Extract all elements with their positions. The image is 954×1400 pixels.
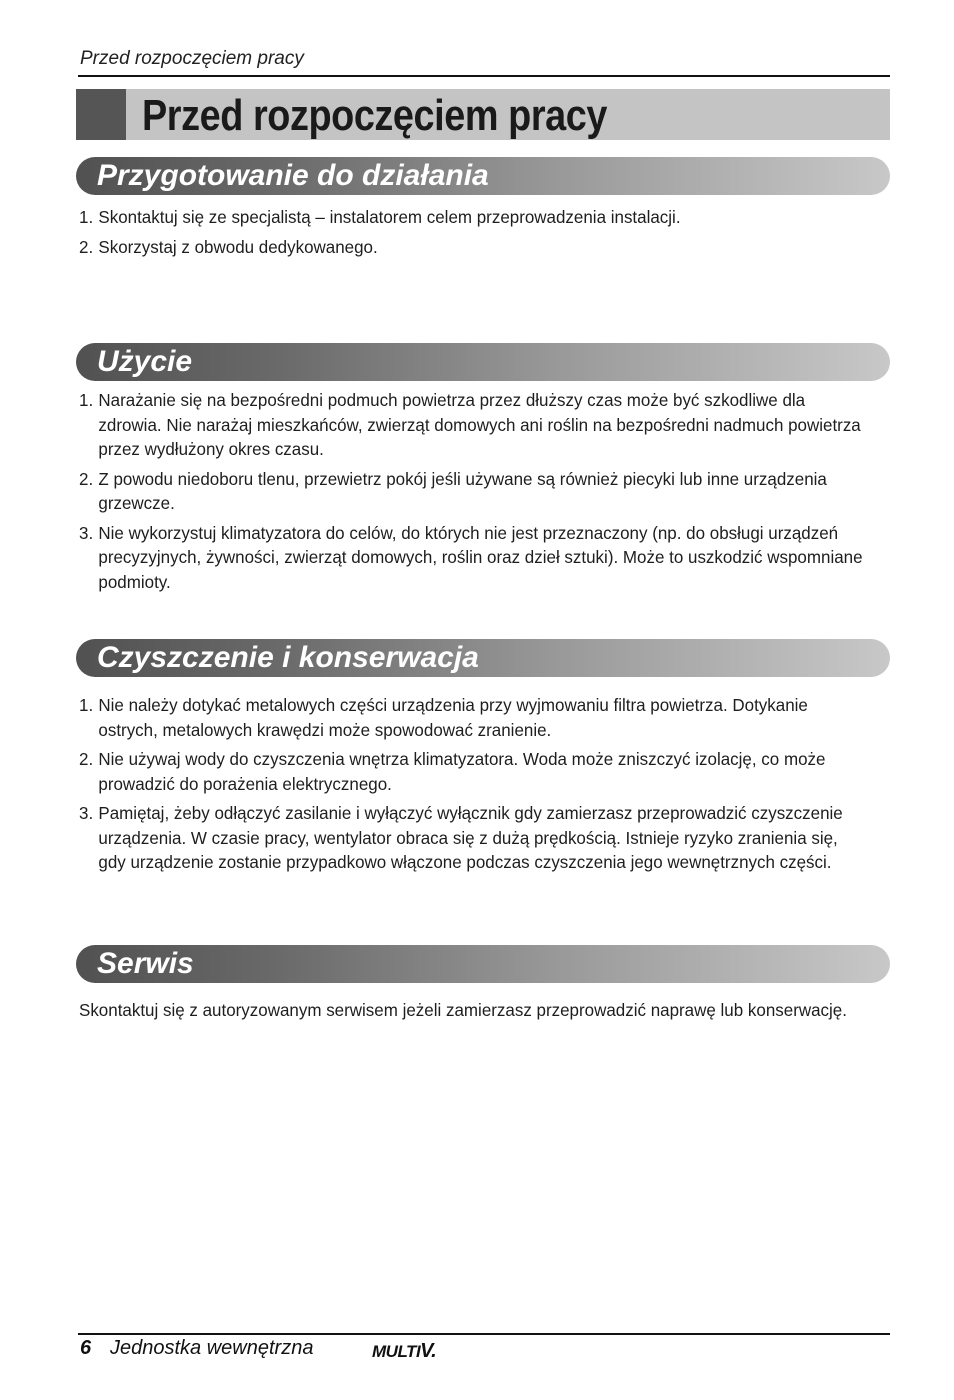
list-item: 3. Pamiętaj, żeby odłączyć zasilanie i wyłączyć wyłącznik gdy zamierzasz przeprowadzić czyszczenie urządzenia. W czasie pracy, wentylator obraca się z dużą prędkością. Istnieje ryzyko zranienia się, gdy urządzenie zostanie przypadkowo włączone podczas czyszczenia jego wewnętrznych części. [79, 803, 843, 872]
list-item: 2. Skorzystaj z obwodu dedykowanego. [79, 236, 378, 257]
usage-list [79, 388, 867, 599]
section-heading-usage [76, 343, 890, 381]
page-title: Przed rozpoczęciem pracy [142, 91, 607, 140]
list-item: 2. Z powodu niedoboru tlenu, przewietrz pokój jeśli używane są również piecyki lub inne urządzenia grzewcze. [79, 468, 827, 513]
list-item: 3. Nie wykorzystuj klimatyzatora do celów, do których nie jest przeznaczony (np. do obsługi urządzeń precyzyjnych, żywności, zwierząt domowych, roślin oraz dzieł sztuki). Może to uszkodzić wspomniane podmioty. [79, 522, 863, 592]
footer-rule [78, 1333, 890, 1335]
running-header: Przed rozpoczęciem pracy [80, 48, 304, 69]
cleaning-list [79, 693, 867, 880]
list-item: 1. Skontaktuj się ze specjalistą – instalatorem celem przeprowadzenia instalacji. [79, 207, 681, 227]
page-title-bar [76, 89, 890, 140]
preparation-list [79, 205, 867, 264]
page-number: 6 [80, 1337, 92, 1359]
service-paragraph: Skontaktuj się z autoryzowanym serwisem jeżeli zamierzasz przeprowadzić naprawę lub konserwację. [79, 1000, 847, 1020]
footer-label: Jednostka wewnętrzna [110, 1337, 314, 1359]
list-item: 1. Nie należy dotykać metalowych części urządzenia przy wyjmowaniu filtra powietrza. Dotykanie ostrych, metalowych krawędzi może spowodować zranienie. [79, 695, 808, 740]
section-heading-text: Czyszczenie i konserwacja [97, 641, 479, 674]
list-item: 2. Nie używaj wody do czyszczenia wnętrza klimatyzatora. Woda może zniszczyć izolację, co może prowadzić do porażenia elektrycznego. [79, 749, 826, 794]
title-marker-block [76, 89, 126, 140]
section-heading-preparation [76, 157, 890, 195]
section-heading-cleaning [76, 639, 890, 677]
section-heading-text: Przygotowanie do działania [97, 159, 489, 192]
section-heading-text: Serwis [97, 947, 194, 980]
section-heading-service [76, 945, 890, 983]
list-item: 1. Narażanie się na bezpośredni podmuch powietrza przez dłuższy czas może być szkodliwe dla zdrowia. Nie narażaj mieszkańców, zwierząt domowych ani roślin na bezpośredni nadmuch powietrza przez wydłużony okres czasu. [79, 390, 861, 459]
header-rule [78, 75, 890, 77]
section-heading-text: Użycie [97, 345, 193, 378]
multi-v-logo: MULTIV. [372, 1340, 437, 1362]
